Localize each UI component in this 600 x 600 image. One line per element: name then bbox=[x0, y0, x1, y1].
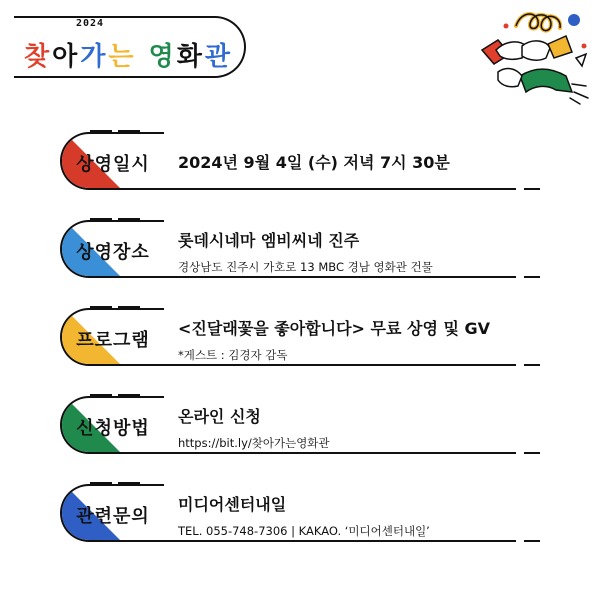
row-sub-text: 경상남도 진주시 가호로 13 MBC 경남 영화관 건물 bbox=[178, 260, 433, 274]
row-main-text: 미디어센터내일 bbox=[178, 495, 287, 514]
row-underline bbox=[162, 364, 516, 366]
row-underline-tail bbox=[524, 452, 540, 454]
row-main-text: 롯데시네마 엠비씨네 진주 bbox=[178, 231, 360, 250]
row-main-text: 2024년 9월 4일 (수) 저녁 7시 30분 bbox=[178, 153, 450, 172]
illustration-hand-bottom bbox=[498, 69, 522, 87]
row-sub-text: *게스트 : 김경자 감독 bbox=[178, 348, 288, 362]
logo-title: 찾아가는 영화관 bbox=[24, 42, 233, 72]
row-label: 상영일시 bbox=[76, 154, 150, 175]
info-row bbox=[60, 206, 540, 294]
row-main-text: <진달래꽃을 좋아합니다> 무료 상영 및 GV bbox=[178, 319, 491, 338]
row-label-badge bbox=[60, 132, 164, 190]
info-row bbox=[60, 294, 540, 382]
row-content bbox=[178, 150, 540, 173]
row-content bbox=[178, 228, 540, 275]
row-label-badge bbox=[60, 220, 164, 278]
row-content bbox=[178, 316, 540, 363]
info-row bbox=[60, 470, 540, 558]
row-main-text: 온라인 신청 bbox=[178, 407, 261, 426]
info-row bbox=[60, 118, 540, 206]
illustration-hand-right bbox=[522, 41, 550, 60]
row-content bbox=[178, 404, 540, 451]
logo-year: 2024 bbox=[76, 18, 105, 29]
illustration-sleeve-yellow bbox=[548, 36, 572, 58]
row-underline-tail bbox=[524, 276, 540, 278]
row-label: 신청방법 bbox=[76, 418, 150, 439]
event-logo bbox=[14, 16, 246, 78]
illustration-arm-green bbox=[520, 69, 572, 92]
row-label-badge bbox=[60, 308, 164, 366]
row-label-badge bbox=[60, 396, 164, 454]
row-label: 프로그램 bbox=[76, 330, 150, 351]
row-sub-text: TEL. 055-748-7306 | KAKAO. ‘미디어센터내일’ bbox=[178, 524, 430, 538]
row-underline bbox=[162, 188, 516, 190]
row-sub-text: https://bit.ly/찾아가는영화관 bbox=[178, 436, 330, 450]
row-label-badge bbox=[60, 484, 164, 542]
row-underline bbox=[162, 452, 516, 454]
row-underline-tail bbox=[524, 364, 540, 366]
illustration-dot-red bbox=[504, 24, 509, 29]
row-label: 상영장소 bbox=[76, 242, 150, 263]
info-rows bbox=[60, 118, 540, 558]
row-underline-tail bbox=[524, 540, 540, 542]
row-underline bbox=[162, 276, 516, 278]
row-label: 관련문의 bbox=[76, 506, 150, 527]
info-row bbox=[60, 382, 540, 470]
row-underline-tail bbox=[524, 188, 540, 190]
illustration-dot-blue bbox=[568, 14, 580, 26]
row-underline bbox=[162, 540, 516, 542]
handshake-illustration bbox=[476, 6, 592, 106]
row-content bbox=[178, 492, 540, 539]
